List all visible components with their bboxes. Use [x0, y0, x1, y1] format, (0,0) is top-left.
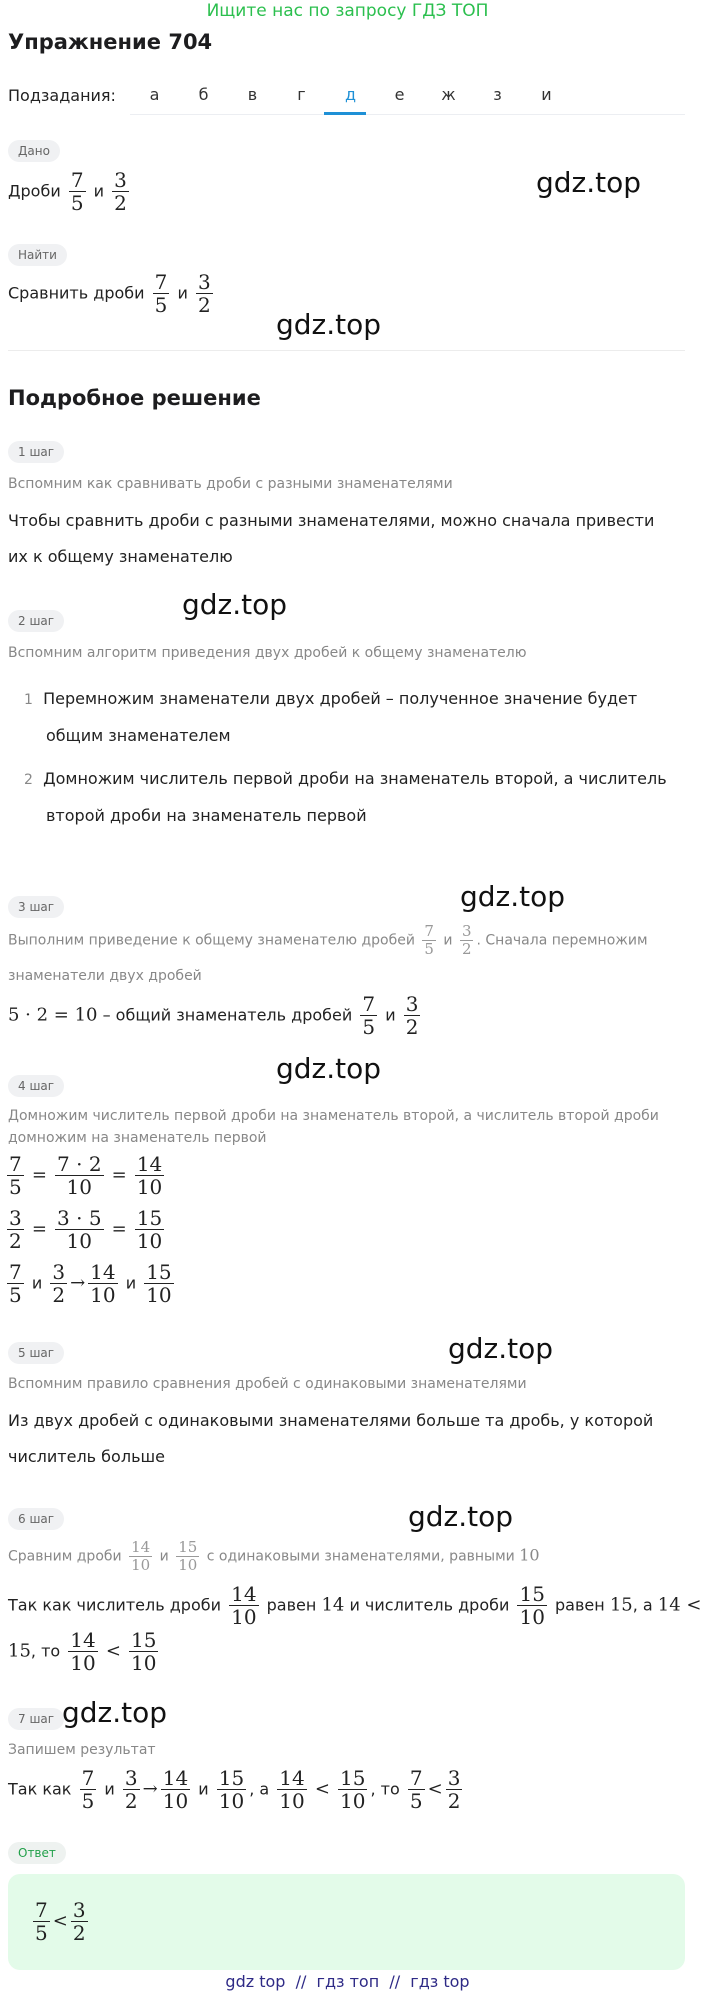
step-hint: домножим на знаменатель первой	[8, 1130, 267, 1146]
fraction: $\frac{14}{10}$	[162, 1766, 189, 1813]
fraction-7-5: $\frac{7}{5}$	[70, 168, 84, 215]
step-text	[8, 1403, 653, 1475]
fraction-3-2: $\frac{3}{2}$	[124, 1766, 138, 1813]
divider	[8, 350, 685, 351]
hint-text: . Сначала перемножим	[476, 932, 648, 949]
fraction: $\frac{3 \cdot 5}{10}$	[57, 1206, 102, 1253]
search-banner[interactable]: Ищите нас по запросу ГДЗ ТОП	[206, 1, 489, 21]
equation-row	[4, 1154, 167, 1198]
less-than-sign: <	[105, 1640, 121, 1662]
fraction: $\frac{14}{10}$	[131, 1538, 151, 1574]
step-pill: 5 шаг	[8, 1342, 64, 1364]
tab-i[interactable]: и	[541, 85, 552, 104]
less-than-sign: <	[52, 1910, 68, 1932]
and-word: и	[159, 1548, 169, 1565]
and-word: и	[104, 1779, 115, 1799]
tab-b[interactable]: б	[198, 85, 209, 104]
list-item	[24, 761, 667, 834]
step-text-line: Из двух дробей с одинаковыми знаменателями больше та дробь, у которой	[8, 1411, 654, 1430]
number: 14	[321, 1594, 345, 1616]
step-hint	[8, 1540, 540, 1573]
equation: 5 · 2 = 10	[8, 1004, 98, 1026]
fraction-3-2: $\frac{3}{2}$	[197, 270, 211, 317]
watermark: gdz.top	[408, 1500, 514, 1533]
step-text-part: равен	[266, 1595, 317, 1615]
fraction: $\frac{14}{10}$	[279, 1766, 305, 1813]
and-word: и	[125, 1273, 137, 1293]
comparison: 14 <	[657, 1594, 702, 1616]
find-pill: Найти	[8, 244, 67, 266]
and-word: и	[93, 181, 105, 201]
step-hint: Вспомним алгоритм приведения двух дробей к общему знаменателю	[8, 645, 527, 661]
step-text	[8, 503, 654, 575]
step-pill: 7 шаг	[8, 1708, 64, 1730]
active-tab-indicator	[324, 112, 366, 115]
tab-e[interactable]: е	[394, 85, 405, 104]
step-pill: 2 шаг	[8, 610, 64, 632]
equation-row	[4, 1262, 177, 1306]
fraction-3-2: $\frac{3}{2}$	[114, 168, 127, 215]
fraction-7-5: $\frac{7}{5}$	[424, 922, 434, 958]
given-pill-wrap	[8, 140, 60, 162]
answer-pill-wrap	[8, 1842, 66, 1864]
answer-box	[8, 1874, 685, 1970]
fraction-7-5: $\frac{7}{5}$	[35, 1898, 48, 1945]
step-text-part: – общий знаменатель дробей	[102, 1005, 353, 1025]
fraction-7-5: $\frac{7}{5}$	[154, 270, 168, 317]
fraction-7-5: $\frac{7}{5}$	[81, 1766, 95, 1813]
fraction: $\frac{7 \cdot 2}{10}$	[57, 1152, 102, 1199]
step-text	[8, 1768, 465, 1812]
step4-pill-wrap	[8, 1075, 64, 1097]
less-than-sign: <	[427, 1778, 443, 1800]
equals-sign: =	[31, 1218, 47, 1240]
list-number: 2	[24, 772, 33, 788]
watermark: gdz.top	[448, 1332, 554, 1365]
arrow-icon: →	[70, 1272, 86, 1294]
fraction: $\frac{14}{10}$	[136, 1152, 163, 1199]
step-hint: Запишем результат	[8, 1742, 156, 1758]
step-text-part: Так как	[8, 1779, 72, 1799]
hint-number: 10	[519, 1545, 540, 1565]
fraction: $\frac{15}{10}$	[178, 1538, 198, 1574]
step5-pill-wrap	[8, 1342, 64, 1364]
step-text-part: , а	[632, 1595, 653, 1615]
list-text: Домножим числитель первой дроби на знаменатель второй, а числитель	[43, 769, 667, 788]
step-text-part: , то	[30, 1641, 61, 1661]
step-text-part: и числитель дроби	[349, 1595, 510, 1615]
step-hint: Домножим числитель первой дроби на знаменатель второй, а числитель второй дроби	[8, 1108, 659, 1124]
footer-links[interactable]: gdz top // гдз топ // гдз top	[225, 1972, 470, 1991]
fraction: $\frac{15}{10}$	[131, 1628, 157, 1675]
equals-sign: =	[111, 1164, 127, 1186]
and-word: и	[177, 283, 188, 303]
step1-pill-wrap	[8, 441, 64, 463]
fraction: $\frac{15}{10}$	[519, 1582, 545, 1629]
step-hint	[8, 924, 648, 957]
step-text-part: Так как числитель дроби	[8, 1595, 221, 1615]
watermark: gdz.top	[536, 166, 642, 199]
and-word: и	[385, 1005, 396, 1025]
fraction-3-2: $\frac{3}{2}$	[72, 1898, 86, 1945]
step-text-part: , а	[249, 1779, 270, 1799]
given-prefix: Дроби	[8, 181, 61, 201]
fraction-7-5: $\frac{7}{5}$	[9, 1260, 22, 1307]
watermark: gdz.top	[276, 308, 382, 341]
equals-sign: =	[111, 1218, 127, 1240]
number: 15	[8, 1640, 31, 1662]
list-item	[24, 681, 637, 754]
step-pill: 3 шаг	[8, 896, 64, 918]
step-hint: знаменатели двух дробей	[8, 968, 202, 984]
given-text	[8, 170, 132, 214]
list-number: 1	[24, 692, 33, 708]
tab-d[interactable]: д	[344, 85, 357, 104]
watermark: gdz.top	[62, 1696, 168, 1729]
fraction: $\frac{15}{10}$	[340, 1766, 366, 1813]
arrow-icon: →	[142, 1778, 158, 1800]
solution-title: Подробное решение	[8, 386, 261, 410]
fraction: $\frac{15}{10}$	[136, 1206, 163, 1253]
find-pill-wrap	[8, 244, 67, 266]
step-hint: Вспомним правило сравнения дробей с одинаковыми знаменателями	[8, 1376, 527, 1392]
step6-pill-wrap	[8, 1508, 64, 1530]
tabs-underline	[130, 114, 685, 115]
tab-zh[interactable]: ж	[441, 85, 456, 104]
number: 15	[609, 1594, 633, 1616]
step2-pill-wrap	[8, 610, 64, 632]
and-word: и	[443, 932, 453, 949]
fraction: $\frac{15}{10}$	[218, 1766, 245, 1813]
step7-pill-wrap	[8, 1708, 64, 1730]
fraction: $\frac{14}{10}$	[231, 1582, 257, 1629]
fraction: $\frac{3}{2}$	[9, 1206, 22, 1253]
tab-a[interactable]: а	[149, 85, 160, 104]
answer-pill: Ответ	[8, 1842, 66, 1864]
hint-text: Выполним приведение к общему знаменателю дробей	[8, 932, 415, 949]
step-text-line: числитель больше	[8, 1447, 165, 1466]
step-pill: 1 шаг	[8, 441, 64, 463]
list-text: общим знаменателем	[46, 726, 231, 745]
equation-row	[4, 1208, 167, 1252]
tab-z[interactable]: з	[493, 85, 502, 104]
step3-pill-wrap	[8, 896, 64, 918]
hint-text: с одинаковыми знаменателями, равными	[206, 1548, 515, 1565]
fraction-3-2: $\frac{3}{2}$	[461, 922, 472, 958]
find-text	[8, 272, 216, 316]
step-text	[8, 1584, 702, 1628]
fraction: $\frac{7}{5}$	[9, 1152, 22, 1199]
subtasks-label: Подзадания:	[8, 86, 116, 105]
step-text-part: , то	[370, 1779, 400, 1799]
fraction-3-2: $\frac{3}{2}$	[52, 1260, 66, 1307]
step-pill: 4 шаг	[8, 1075, 64, 1097]
step-hint: Вспомним как сравнивать дроби с разными знаменателями	[8, 476, 453, 492]
watermark: gdz.top	[460, 880, 566, 913]
answer-content	[30, 1900, 91, 1944]
step-text-part: равен	[555, 1595, 605, 1615]
watermark: gdz.top	[182, 588, 288, 621]
fraction: $\frac{14}{10}$	[90, 1260, 116, 1307]
step-pill: 6 шаг	[8, 1508, 64, 1530]
watermark: gdz.top	[276, 1052, 382, 1085]
step-text-line: Чтобы сравнить дроби с разными знаменателями, можно сначала привести	[8, 511, 655, 530]
step-text-line: их к общему знаменателю	[8, 547, 233, 566]
and-word: и	[198, 1779, 209, 1799]
step-text	[8, 1630, 161, 1674]
subtasks-tabs	[130, 80, 571, 110]
and-word: и	[31, 1273, 43, 1293]
tab-v[interactable]: в	[247, 85, 258, 104]
fraction-7-5: $\frac{7}{5}$	[409, 1766, 423, 1813]
fraction-7-5: $\frac{7}{5}$	[362, 992, 376, 1039]
fraction-3-2: $\frac{3}{2}$	[447, 1766, 461, 1813]
given-pill: Дано	[8, 140, 60, 162]
page-title: Упражнение 704	[8, 30, 213, 54]
hint-text: Сравним дроби	[8, 1548, 122, 1565]
less-than-sign: <	[314, 1778, 330, 1800]
find-prefix: Сравнить дроби	[8, 283, 145, 303]
tab-g[interactable]: г	[297, 85, 306, 104]
list-text: второй дроби на знаменатель первой	[46, 806, 367, 825]
equals-sign: =	[31, 1164, 47, 1186]
fraction: $\frac{15}{10}$	[146, 1260, 172, 1307]
list-text: Перемножим знаменатели двух дробей – полученное значение будет	[43, 689, 638, 708]
fraction-3-2: $\frac{3}{2}$	[405, 992, 419, 1039]
fraction: $\frac{14}{10}$	[70, 1628, 96, 1675]
step-text	[8, 994, 423, 1038]
